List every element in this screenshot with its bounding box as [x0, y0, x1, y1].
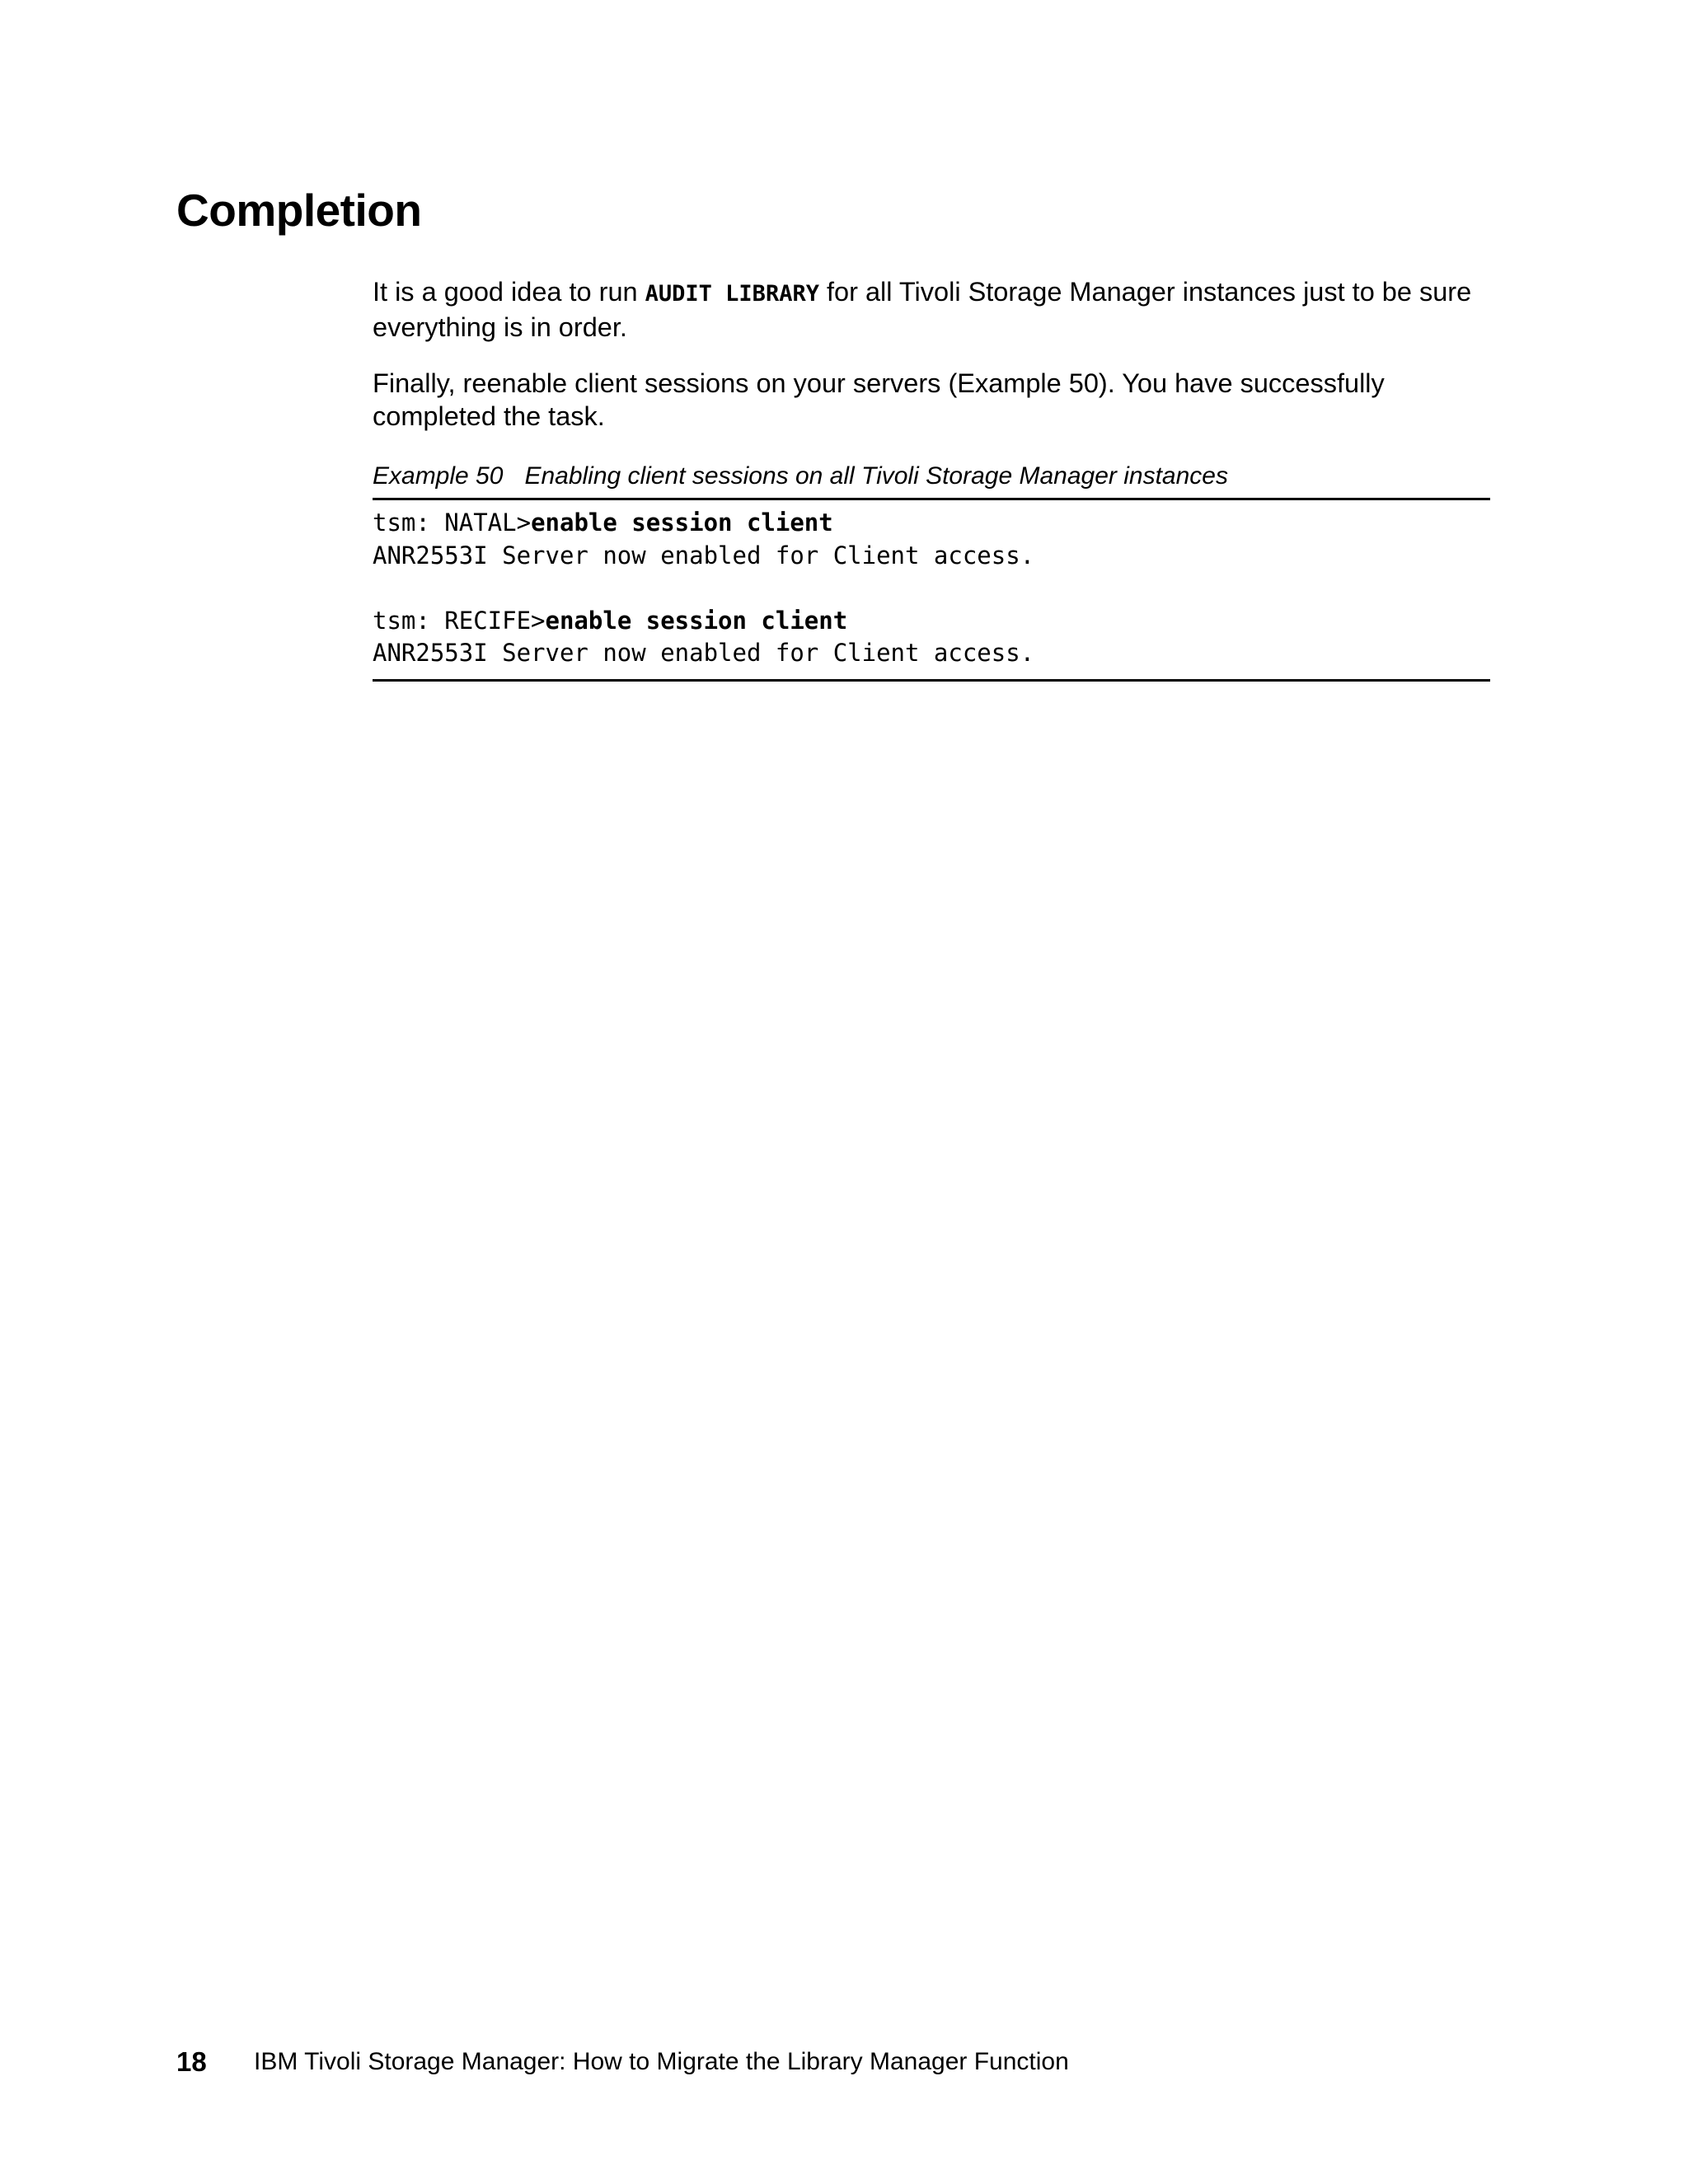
- code-line: [373, 507, 1490, 540]
- inline-command: AUDIT LIBRARY: [645, 281, 819, 307]
- code-command: enable session client: [531, 509, 833, 537]
- example-caption: [373, 460, 1228, 493]
- paragraph-text: for all Tivoli Storage Manager instances just to be sure everything is in order.: [373, 277, 1472, 342]
- example-bottom-rule: [373, 679, 1490, 682]
- code-line: ANR2553I Server now enabled for Client access.: [373, 541, 1035, 569]
- paragraph-reenable-sessions: Finally, reenable client sessions on your servers (Example 50). You have successfully completed the task.: [373, 368, 1385, 431]
- example-code-block: [373, 507, 1490, 670]
- section-heading: Completion: [176, 185, 422, 236]
- code-line: ANR2553I Server now enabled for Client access.: [373, 639, 1035, 667]
- code-line: [373, 605, 1490, 638]
- page-number: 18: [176, 2046, 207, 2077]
- running-footer-title: IBM Tivoli Storage Manager: How to Migrate the Library Manager Function: [254, 2048, 1069, 2075]
- code-command: enable session client: [545, 606, 848, 635]
- code-prompt: tsm: NATAL>: [373, 509, 532, 537]
- paragraph-text: It is a good idea to run: [373, 277, 645, 307]
- code-prompt: tsm: RECIFE>: [373, 606, 546, 635]
- example-top-rule: [373, 498, 1490, 500]
- example-title: Enabling client sessions on all Tivoli Storage Manager instances: [524, 462, 1228, 490]
- example-number: Example 50: [373, 462, 504, 490]
- code-blank-line: [373, 572, 1490, 605]
- paragraph-audit-library: [373, 275, 1493, 344]
